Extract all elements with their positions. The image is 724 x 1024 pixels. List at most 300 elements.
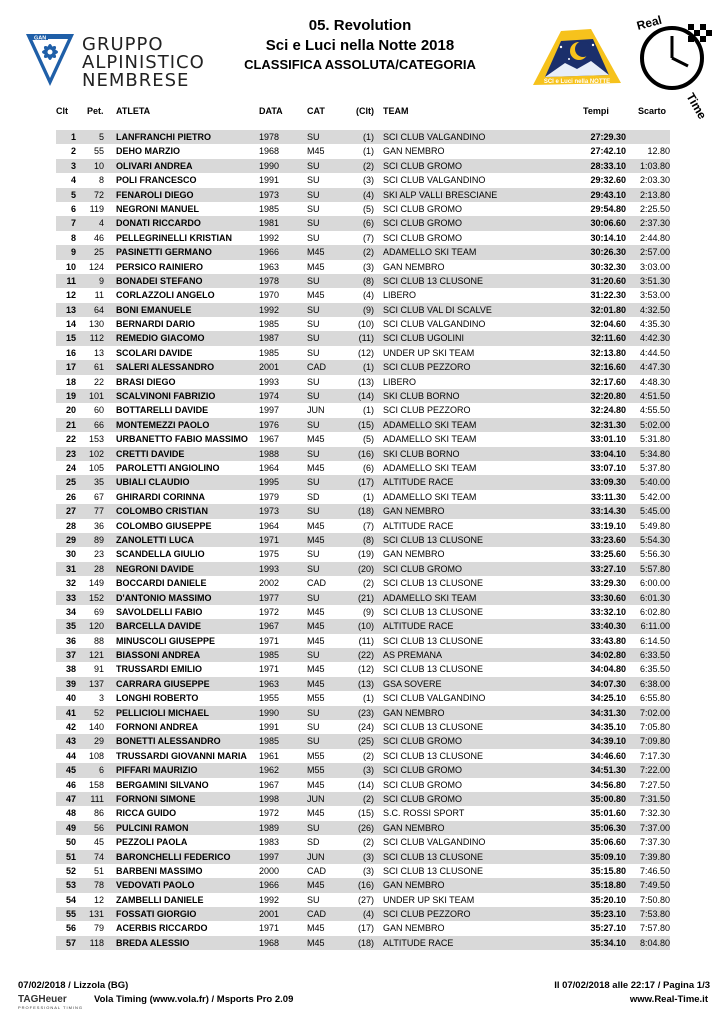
cell-clt: 46 <box>65 779 76 790</box>
cell-tempi: 35:20.10 <box>590 894 626 905</box>
table-row <box>56 188 670 202</box>
cell-pet: 78 <box>93 880 104 891</box>
cell-cat-rank: (1) <box>363 491 374 502</box>
table-row <box>56 360 670 374</box>
cell-pet: 102 <box>88 448 104 459</box>
cell-scarto: 4:55.50 <box>639 405 670 416</box>
table-row <box>56 317 670 331</box>
cell-tempi: 34:04.80 <box>590 664 626 675</box>
cell-cat-rank: (10) <box>357 319 374 330</box>
cell-atleta: PAROLETTI ANGIOLINO <box>116 462 220 473</box>
cell-tempi: 29:54.80 <box>590 203 626 214</box>
cell-team: LIBERO <box>383 376 417 387</box>
cell-cat: M55 <box>307 750 325 761</box>
cell-clt: 13 <box>65 304 76 315</box>
cell-atleta: POLI FRANCESCO <box>116 175 197 186</box>
cell-pet: 36 <box>93 520 104 531</box>
cell-tempi: 34:35.10 <box>590 722 626 733</box>
cell-pet: 67 <box>93 491 104 502</box>
cell-clt: 29 <box>65 534 76 545</box>
table-row <box>56 605 670 619</box>
cell-atleta: PEZZOLI PAOLA <box>116 837 188 848</box>
cell-tempi: 33:27.10 <box>590 563 626 574</box>
cell-clt: 1 <box>70 132 76 142</box>
cell-cat: SU <box>307 203 320 214</box>
cell-pet: 153 <box>88 434 104 445</box>
cell-data: 1972 <box>259 606 280 617</box>
cell-team: SCI CLUB GROMO <box>383 218 463 229</box>
cell-team: GAN NEMBRO <box>383 923 445 934</box>
cell-pet: 124 <box>88 261 104 272</box>
club-name-line2: ALPINISTICO <box>82 52 205 73</box>
cell-clt: 26 <box>65 491 76 502</box>
table-row <box>56 274 670 288</box>
cell-pet: 4 <box>98 218 104 229</box>
cell-cat: SU <box>307 333 320 344</box>
cell-data: 1991 <box>259 722 280 733</box>
cell-clt: 30 <box>65 549 76 560</box>
cell-cat-rank: (2) <box>363 793 374 804</box>
cell-data: 1985 <box>259 319 280 330</box>
svg-text:Real: Real <box>635 12 664 33</box>
cell-cat-rank: (11) <box>358 333 374 344</box>
cell-cat-rank: (1) <box>363 693 374 704</box>
cell-pet: 89 <box>93 534 104 545</box>
cell-data: 1983 <box>259 837 280 848</box>
table-row <box>56 418 670 432</box>
cell-cat: SU <box>307 549 320 560</box>
cell-clt: 18 <box>65 376 76 387</box>
table-row <box>56 245 670 259</box>
cell-atleta: FORNONI ANDREA <box>116 722 199 733</box>
cell-pet: 46 <box>93 232 104 243</box>
cell-cat: M45 <box>307 606 325 617</box>
cell-cat-rank: (4) <box>363 189 374 200</box>
cell-data: 1972 <box>259 808 280 819</box>
cell-data: 1992 <box>259 894 280 905</box>
cell-scarto: 12.80 <box>647 146 670 157</box>
cell-tempi: 32:01.80 <box>590 304 626 315</box>
cell-data: 1997 <box>259 405 280 416</box>
cell-pet: 61 <box>93 362 104 373</box>
cell-cat-rank: (12) <box>357 347 374 358</box>
cell-data: 1998 <box>259 793 280 804</box>
cell-tempi: 33:32.10 <box>590 606 626 617</box>
cell-pet: 66 <box>93 419 104 430</box>
brand-name: TAGHeuer <box>18 994 67 1005</box>
cell-team: GSA SOVERE <box>383 678 442 689</box>
cell-cat-rank: (21) <box>357 592 374 603</box>
cell-team: ALTITUDE RACE <box>383 621 454 632</box>
cell-cat: SU <box>307 722 320 733</box>
cell-atleta: SCALVINONI FABRIZIO <box>116 391 216 402</box>
cell-atleta: NEGRONI MANUEL <box>116 203 199 214</box>
cell-cat: SU <box>307 391 320 402</box>
cell-clt: 56 <box>65 923 76 934</box>
cell-clt: 42 <box>65 722 76 733</box>
table-row <box>56 850 670 864</box>
table-row <box>56 778 670 792</box>
cell-team: SCI CLUB 13 CLUSONE <box>383 865 484 876</box>
cell-tempi: 30:26.30 <box>590 247 626 258</box>
cell-atleta: OLIVARI ANDREA <box>116 160 193 171</box>
cell-atleta: NEGRONI DAVIDE <box>116 563 194 574</box>
cell-tempi: 32:04.60 <box>590 319 626 330</box>
cell-atleta: D'ANTONIO MASSIMO <box>116 592 212 603</box>
cell-pet: 55 <box>93 146 104 157</box>
cell-clt: 28 <box>65 520 76 531</box>
cell-cat: M45 <box>307 520 325 531</box>
cell-scarto: 7:31.50 <box>639 793 670 804</box>
cell-cat: SU <box>307 132 320 142</box>
cell-team: SCI CLUB GROMO <box>383 736 463 747</box>
table-row <box>56 260 670 274</box>
cell-cat-rank: (22) <box>357 650 374 661</box>
cell-atleta: BRASI DIEGO <box>116 376 176 387</box>
cell-tempi: 33:30.60 <box>590 592 626 603</box>
cell-cat: M45 <box>307 261 325 272</box>
cell-data: 2000 <box>259 865 280 876</box>
cell-cat-rank: (23) <box>357 707 374 718</box>
cell-data: 1985 <box>259 736 280 747</box>
cell-team: ADAMELLO SKI TEAM <box>383 434 477 445</box>
cell-tempi: 34:02.80 <box>590 650 626 661</box>
cell-pet: 52 <box>93 707 104 718</box>
cell-pet: 29 <box>93 736 104 747</box>
cell-data: 1964 <box>259 462 280 473</box>
cell-cat-rank: (16) <box>357 448 374 459</box>
cell-scarto: 8:04.80 <box>639 937 670 948</box>
cell-pet: 137 <box>88 678 104 689</box>
cell-cat-rank: (3) <box>363 261 374 272</box>
cell-tempi: 32:13.80 <box>590 347 626 358</box>
table-row <box>56 648 670 662</box>
cell-clt: 20 <box>65 405 76 416</box>
table-row <box>56 936 670 950</box>
table-row <box>56 490 670 504</box>
col-cat: CAT <box>307 106 325 116</box>
table-row <box>56 475 670 489</box>
cell-team: SCI CLUB GROMO <box>383 232 463 243</box>
cell-scarto: 4:44.50 <box>639 347 670 358</box>
table-row <box>56 835 670 849</box>
cell-cat: CAD <box>307 909 327 920</box>
cell-pet: 131 <box>88 909 104 920</box>
cell-cat: SU <box>307 477 320 488</box>
cell-cat-rank: (14) <box>357 779 374 790</box>
cell-data: 1993 <box>259 563 280 574</box>
cell-tempi: 30:06.60 <box>590 218 626 229</box>
cell-tempi: 33:40.30 <box>590 621 626 632</box>
cell-clt: 41 <box>65 707 76 718</box>
cell-pet: 140 <box>88 722 104 733</box>
table-row <box>56 677 670 691</box>
cell-pet: 72 <box>93 189 104 200</box>
cell-team: SCI CLUB GROMO <box>383 160 463 171</box>
cell-cat: SU <box>307 650 320 661</box>
cell-pet: 88 <box>93 635 104 646</box>
cell-tempi: 33:43.80 <box>590 635 626 646</box>
cell-scarto: 5:49.80 <box>639 520 670 531</box>
cell-cat-rank: (1) <box>363 405 374 416</box>
cell-cat: SU <box>307 189 320 200</box>
cell-atleta: BIASSONI ANDREA <box>116 650 201 661</box>
cell-clt: 52 <box>65 865 76 876</box>
cell-tempi: 35:27.10 <box>590 923 626 934</box>
cell-cat: JUN <box>307 405 325 416</box>
cell-tempi: 33:14.30 <box>590 506 626 517</box>
cell-scarto: 4:35.30 <box>639 319 670 330</box>
table-row <box>56 389 670 403</box>
cell-data: 1991 <box>259 175 280 186</box>
cell-cat-rank: (15) <box>357 419 374 430</box>
cell-clt: 33 <box>65 592 76 603</box>
cell-tempi: 35:06.30 <box>590 822 626 833</box>
cell-team: ADAMELLO SKI TEAM <box>383 462 477 473</box>
cell-cat-rank: (6) <box>363 462 374 473</box>
cell-pet: 9 <box>98 275 104 286</box>
cell-data: 1976 <box>259 419 280 430</box>
cell-scarto: 4:47.30 <box>639 362 670 373</box>
cell-pet: 56 <box>93 822 104 833</box>
cell-data: 1968 <box>259 146 280 157</box>
cell-team: ADAMELLO SKI TEAM <box>383 247 477 258</box>
cell-tempi: 31:22.30 <box>590 290 626 301</box>
cell-atleta: TRUSSARDI EMILIO <box>116 664 203 675</box>
cell-team: ADAMELLO SKI TEAM <box>383 592 477 603</box>
cell-cat-rank: (9) <box>363 606 374 617</box>
cell-pet: 51 <box>93 865 104 876</box>
cell-cat: SU <box>307 419 320 430</box>
cell-data: 1962 <box>259 765 280 776</box>
cell-cat: SU <box>307 822 320 833</box>
cell-atleta: BREDA ALESSIO <box>116 937 190 948</box>
cell-clt: 23 <box>65 448 76 459</box>
cell-team: ALTITUDE RACE <box>383 477 454 488</box>
cell-cat-rank: (11) <box>358 635 374 646</box>
cell-clt: 47 <box>65 793 76 804</box>
cell-cat-rank: (2) <box>363 750 374 761</box>
cell-team: SCI CLUB 13 CLUSONE <box>383 851 484 862</box>
cell-atleta: BONETTI ALESSANDRO <box>116 736 221 747</box>
cell-pet: 121 <box>88 650 104 661</box>
club-name <box>82 36 205 90</box>
cell-scarto: 5:45.00 <box>639 506 670 517</box>
footer-bar <box>18 994 708 1008</box>
cell-cat: JUN <box>307 793 325 804</box>
cell-atleta: BERGAMINI SILVANO <box>116 779 209 790</box>
cell-pet: 118 <box>89 937 104 948</box>
cell-tempi: 34:51.30 <box>590 765 626 776</box>
cell-scarto: 2:03.30 <box>639 175 670 186</box>
cell-scarto: 7:53.80 <box>639 909 670 920</box>
cell-cat: SU <box>307 376 320 387</box>
cell-team: LIBERO <box>383 290 417 301</box>
cell-cat-rank: (13) <box>357 678 374 689</box>
cell-atleta: DEHO MARZIO <box>116 146 180 157</box>
cell-atleta: PIFFARI MAURIZIO <box>116 765 198 776</box>
cell-data: 1997 <box>259 851 280 862</box>
cell-cat-rank: (25) <box>357 736 374 747</box>
cell-tempi: 35:00.80 <box>590 793 626 804</box>
table-row <box>56 533 670 547</box>
table-row <box>56 821 670 835</box>
cell-pet: 101 <box>88 391 104 402</box>
cell-clt: 48 <box>65 808 76 819</box>
cell-scarto: 5:56.30 <box>639 549 670 560</box>
cell-clt: 38 <box>65 664 76 675</box>
cell-scarto: 7:17.30 <box>639 750 670 761</box>
cell-cat: M45 <box>307 534 325 545</box>
col-atleta: ATLETA <box>116 106 151 116</box>
cell-pet: 28 <box>93 563 104 574</box>
cell-cat-rank: (3) <box>363 851 374 862</box>
cell-clt: 3 <box>70 160 76 171</box>
cell-data: 1978 <box>259 275 280 286</box>
cell-team: GAN NEMBRO <box>383 261 445 272</box>
cell-cat: M55 <box>307 693 325 704</box>
cell-pet: 105 <box>88 462 104 473</box>
cell-data: 1977 <box>259 592 280 603</box>
cell-atleta: TRUSSARDI GIOVANNI MARIA <box>116 750 247 761</box>
table-row <box>56 159 670 173</box>
cell-cat: M45 <box>307 621 325 632</box>
cell-scarto: 6:00.00 <box>639 578 670 589</box>
cell-scarto: 3:03.00 <box>639 261 670 272</box>
cell-clt: 14 <box>65 319 76 330</box>
cell-cat-rank: (16) <box>357 880 374 891</box>
table-row <box>56 331 670 345</box>
column-header-row <box>0 106 724 120</box>
cell-pet: 152 <box>88 592 104 603</box>
results-table <box>56 130 670 950</box>
cell-pet: 158 <box>88 779 104 790</box>
cell-cat: M45 <box>307 779 325 790</box>
cell-cat: M45 <box>307 808 325 819</box>
cell-atleta: MINUSCOLI GIUSEPPE <box>116 635 216 646</box>
cell-cat-rank: (13) <box>357 376 374 387</box>
cell-team: SCI CLUB PEZZORO <box>383 909 471 920</box>
cell-atleta: ZANOLETTI LUCA <box>116 534 194 545</box>
cell-scarto: 4:32.50 <box>639 304 670 315</box>
table-row <box>56 734 670 748</box>
cell-team: SCI CLUB PEZZORO <box>383 405 471 416</box>
cell-data: 1993 <box>259 376 280 387</box>
cell-scarto: 7:22.00 <box>639 765 670 776</box>
cell-atleta: PULCINI RAMON <box>116 822 189 833</box>
cell-cat: M45 <box>307 880 325 891</box>
cell-data: 1961 <box>259 750 280 761</box>
cell-clt: 10 <box>65 261 76 272</box>
cell-atleta: BONI EMANUELE <box>116 304 192 315</box>
table-row <box>56 173 670 187</box>
cell-scarto: 5:57.80 <box>639 563 670 574</box>
cell-clt: 44 <box>65 750 76 761</box>
cell-clt: 6 <box>70 203 76 214</box>
cell-team: SKI CLUB BORNO <box>383 391 460 402</box>
cell-cat: SU <box>307 563 320 574</box>
cell-clt: 43 <box>65 736 76 747</box>
cell-pet: 112 <box>89 333 104 344</box>
footer-date-place: 07/02/2018 / Lizzola (BG) <box>18 980 129 991</box>
cell-data: 1987 <box>259 333 280 344</box>
cell-scarto: 5:37.80 <box>639 462 670 473</box>
cell-team: ADAMELLO SKI TEAM <box>383 419 477 430</box>
table-row <box>56 231 670 245</box>
cell-data: 1971 <box>259 635 280 646</box>
cell-data: 1964 <box>259 520 280 531</box>
cell-cat: SU <box>307 894 320 905</box>
cell-scarto: 6:01.30 <box>639 592 670 603</box>
cell-scarto: 5:34.80 <box>639 448 670 459</box>
cell-cat-rank: (12) <box>357 664 374 675</box>
cell-data: 1981 <box>259 218 280 229</box>
cell-pet: 149 <box>88 578 104 589</box>
cell-tempi: 32:11.60 <box>590 333 626 344</box>
cell-tempi: 35:01.60 <box>590 808 626 819</box>
cell-pet: 74 <box>93 851 104 862</box>
cell-clt: 9 <box>70 247 76 258</box>
club-name-line1: GRUPPO <box>82 34 164 55</box>
cell-data: 1963 <box>259 261 280 272</box>
cell-tempi: 33:25.60 <box>590 549 626 560</box>
cell-tempi: 35:09.10 <box>590 851 626 862</box>
cell-tempi: 33:29.30 <box>590 578 626 589</box>
cell-tempi: 32:16.60 <box>590 362 626 373</box>
cell-scarto: 5:54.30 <box>639 534 670 545</box>
table-row <box>56 907 670 921</box>
cell-team: SCI CLUB 13 CLUSONE <box>383 635 484 646</box>
cell-team: ADAMELLO SKI TEAM <box>383 491 477 502</box>
cell-pet: 130 <box>88 319 104 330</box>
cell-scarto: 4:42.30 <box>639 333 670 344</box>
cell-pet: 25 <box>93 247 104 258</box>
brand-subtitle: PROFESSIONAL TIMING <box>18 1005 84 1010</box>
cell-atleta: SCANDELLA GIULIO <box>116 549 205 560</box>
cell-tempi: 33:09.30 <box>590 477 626 488</box>
col-data: DATA <box>259 106 283 116</box>
cell-data: 1968 <box>259 937 280 948</box>
cell-data: 1966 <box>259 247 280 258</box>
table-row <box>56 591 670 605</box>
cell-atleta: SCOLARI DAVIDE <box>116 347 193 358</box>
cell-clt: 21 <box>65 419 76 430</box>
cell-team: SCI CLUB 13 CLUSONE <box>383 750 484 761</box>
cell-atleta: URBANETTO FABIO MASSIMO <box>116 434 248 445</box>
table-row <box>56 130 670 144</box>
cell-tempi: 34:46.60 <box>590 750 626 761</box>
cell-tempi: 33:01.10 <box>590 434 626 445</box>
svg-text:Time: Time <box>683 90 710 122</box>
cell-team: SCI CLUB 13 CLUSONE <box>383 722 484 733</box>
cell-cat: M45 <box>307 146 325 157</box>
cell-atleta: COLOMBO CRISTIAN <box>116 506 208 517</box>
cell-clt: 49 <box>65 822 76 833</box>
cell-tempi: 33:11.30 <box>590 491 626 502</box>
cell-cat-rank: (14) <box>357 391 374 402</box>
cell-scarto: 6:33.50 <box>639 650 670 661</box>
cell-cat: CAD <box>307 865 327 876</box>
cell-team: SCI CLUB GROMO <box>383 203 463 214</box>
cell-pet: 119 <box>89 203 104 214</box>
cell-scarto: 7:27.50 <box>639 779 670 790</box>
cell-atleta: COLOMBO GIUSEPPE <box>116 520 212 531</box>
cell-tempi: 33:19.10 <box>590 520 626 531</box>
cell-team: SCI CLUB 13 CLUSONE <box>383 578 484 589</box>
cell-pet: 35 <box>93 477 104 488</box>
cell-cat-rank: (7) <box>363 232 374 243</box>
cell-data: 1988 <box>259 448 280 459</box>
